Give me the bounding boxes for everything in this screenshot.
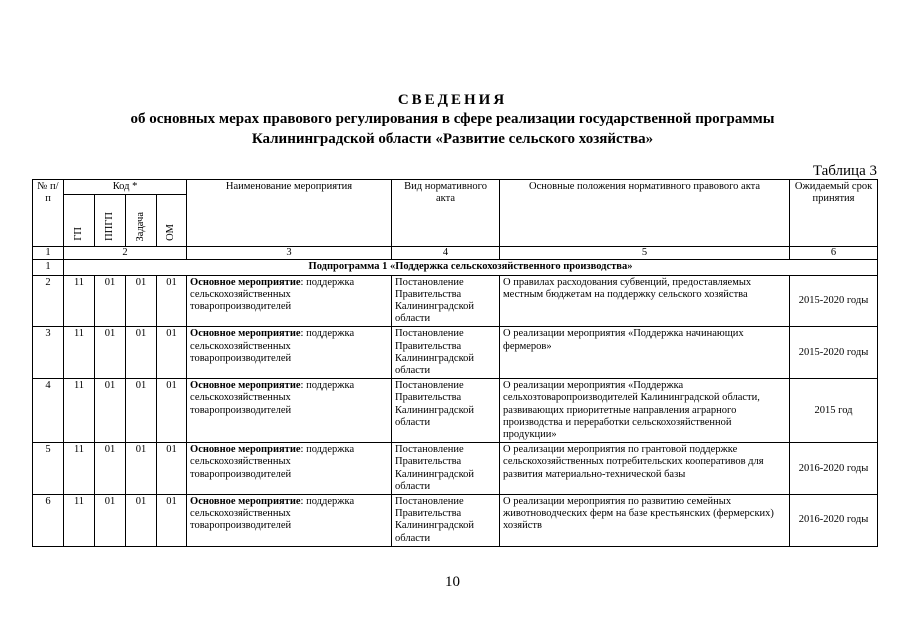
row-no: 4 bbox=[33, 379, 64, 443]
row-task: 01 bbox=[126, 443, 157, 495]
row-term: 2016-2020 годы bbox=[790, 443, 878, 495]
row-name-bold: Основное мероприятие bbox=[190, 444, 301, 456]
row-name-rest: : поддержка сельскохозяйственных товаропроизводителей bbox=[190, 444, 355, 480]
row-act: Постановление Правительства Калининградской области bbox=[392, 275, 500, 327]
row-no: 2 bbox=[33, 275, 64, 327]
document-title: СВЕДЕНИЯ bbox=[397, 92, 508, 108]
row-act: Постановление Правительства Калининградской области bbox=[392, 443, 500, 495]
row-task: 01 bbox=[126, 495, 157, 547]
row-gp: 11 bbox=[64, 443, 95, 495]
subprogram-title: Подпрограмма 1 «Поддержка сельскохозяйственного производства» bbox=[64, 260, 878, 275]
table-row bbox=[33, 443, 878, 495]
column-number: 6 bbox=[790, 247, 878, 260]
row-name-rest: : поддержка сельскохозяйственных товаропроизводителей bbox=[190, 496, 355, 532]
row-act: Постановление Правительства Калининградской области bbox=[392, 495, 500, 547]
row-no: 3 bbox=[33, 327, 64, 379]
header-om: ОМ bbox=[165, 224, 177, 241]
row-name-rest: : поддержка сельскохозяйственных товаропроизводителей bbox=[190, 328, 355, 364]
row-task: 01 bbox=[126, 327, 157, 379]
row-name-bold: Основное мероприятие bbox=[190, 276, 301, 288]
column-number: 4 bbox=[392, 247, 500, 260]
header-name: Наименование мероприятия bbox=[187, 180, 392, 247]
row-no: 6 bbox=[33, 495, 64, 547]
table-row bbox=[33, 275, 878, 327]
row-ppgp: 01 bbox=[95, 443, 126, 495]
row-name-bold: Основное мероприятие bbox=[190, 496, 301, 508]
row-om: 01 bbox=[157, 379, 187, 443]
row-term: 2015-2020 годы bbox=[790, 275, 878, 327]
header-provisions: Основные положения нормативного правового акта bbox=[500, 180, 790, 247]
table-label: Таблица 3 bbox=[812, 163, 877, 179]
header-term: Ожидаемый срок принятия bbox=[790, 180, 878, 247]
row-term: 2015-2020 годы bbox=[790, 327, 878, 379]
header-task: Задача bbox=[134, 211, 146, 241]
document-subtitle-line1: об основных мерах правового регулирования в сфере реализации государственной программы bbox=[130, 111, 775, 127]
row-name bbox=[187, 275, 392, 327]
row-provisions: О реализации мероприятия «Поддержка сельхозтоваропроизводителей Калининградской области, развивающих приоритетные направления аграрного производства и переработки сельскохозяйственной продукции» bbox=[500, 379, 790, 443]
subprogram-no: 1 bbox=[33, 260, 64, 275]
table-row bbox=[33, 495, 878, 547]
table-row bbox=[33, 327, 878, 379]
column-number: 3 bbox=[187, 247, 392, 260]
row-name bbox=[187, 495, 392, 547]
measures-table bbox=[32, 179, 878, 547]
row-gp: 11 bbox=[64, 495, 95, 547]
row-name bbox=[187, 379, 392, 443]
row-name-bold: Основное мероприятие bbox=[190, 328, 301, 340]
column-number: 5 bbox=[500, 247, 790, 260]
header-gp: ГП bbox=[72, 227, 84, 241]
header-code: Код * bbox=[64, 180, 187, 195]
row-task: 01 bbox=[126, 275, 157, 327]
row-term: 2015 год bbox=[790, 379, 878, 443]
row-provisions: О правилах расходования субвенций, предоставляемых местным бюджетам на поддержку сельского хозяйства bbox=[500, 275, 790, 327]
row-gp: 11 bbox=[64, 275, 95, 327]
row-ppgp: 01 bbox=[95, 275, 126, 327]
column-numbers-row bbox=[33, 247, 878, 260]
row-om: 01 bbox=[157, 495, 187, 547]
header-no: № п/п bbox=[33, 180, 64, 247]
header-act-type: Вид нормативного акта bbox=[392, 180, 500, 247]
row-name bbox=[187, 327, 392, 379]
row-no: 5 bbox=[33, 443, 64, 495]
row-name-rest: : поддержка сельскохозяйственных товаропроизводителей bbox=[190, 380, 355, 416]
row-gp: 11 bbox=[64, 327, 95, 379]
row-om: 01 bbox=[157, 327, 187, 379]
row-name bbox=[187, 443, 392, 495]
page-number: 10 bbox=[445, 574, 460, 590]
row-provisions: О реализации мероприятия по развитию семейных животноводческих ферм на базе крестьянских (фермерских) хозяйств bbox=[500, 495, 790, 547]
row-act: Постановление Правительства Калининградской области bbox=[392, 379, 500, 443]
table-row bbox=[33, 379, 878, 443]
document-subtitle-line2: Калининградской области «Развитие сельского хозяйства» bbox=[251, 131, 654, 147]
column-number: 2 bbox=[64, 247, 187, 260]
row-name-bold: Основное мероприятие bbox=[190, 380, 301, 392]
header-ppgp: ППГП bbox=[103, 212, 115, 241]
row-ppgp: 01 bbox=[95, 327, 126, 379]
subprogram-row bbox=[33, 260, 878, 275]
row-gp: 11 bbox=[64, 379, 95, 443]
row-ppgp: 01 bbox=[95, 495, 126, 547]
row-provisions: О реализации мероприятия «Поддержка начинающих фермеров» bbox=[500, 327, 790, 379]
row-ppgp: 01 bbox=[95, 379, 126, 443]
row-provisions: О реализации мероприятия по грантовой поддержке сельскохозяйственных потребительских кооперативов для развития материально-технической базы bbox=[500, 443, 790, 495]
column-number: 1 bbox=[33, 247, 64, 260]
row-task: 01 bbox=[126, 379, 157, 443]
row-om: 01 bbox=[157, 275, 187, 327]
row-name-rest: : поддержка сельскохозяйственных товаропроизводителей bbox=[190, 276, 355, 313]
row-term: 2016-2020 годы bbox=[790, 495, 878, 547]
row-act: Постановление Правительства Калининградской области bbox=[392, 327, 500, 379]
row-om: 01 bbox=[157, 443, 187, 495]
